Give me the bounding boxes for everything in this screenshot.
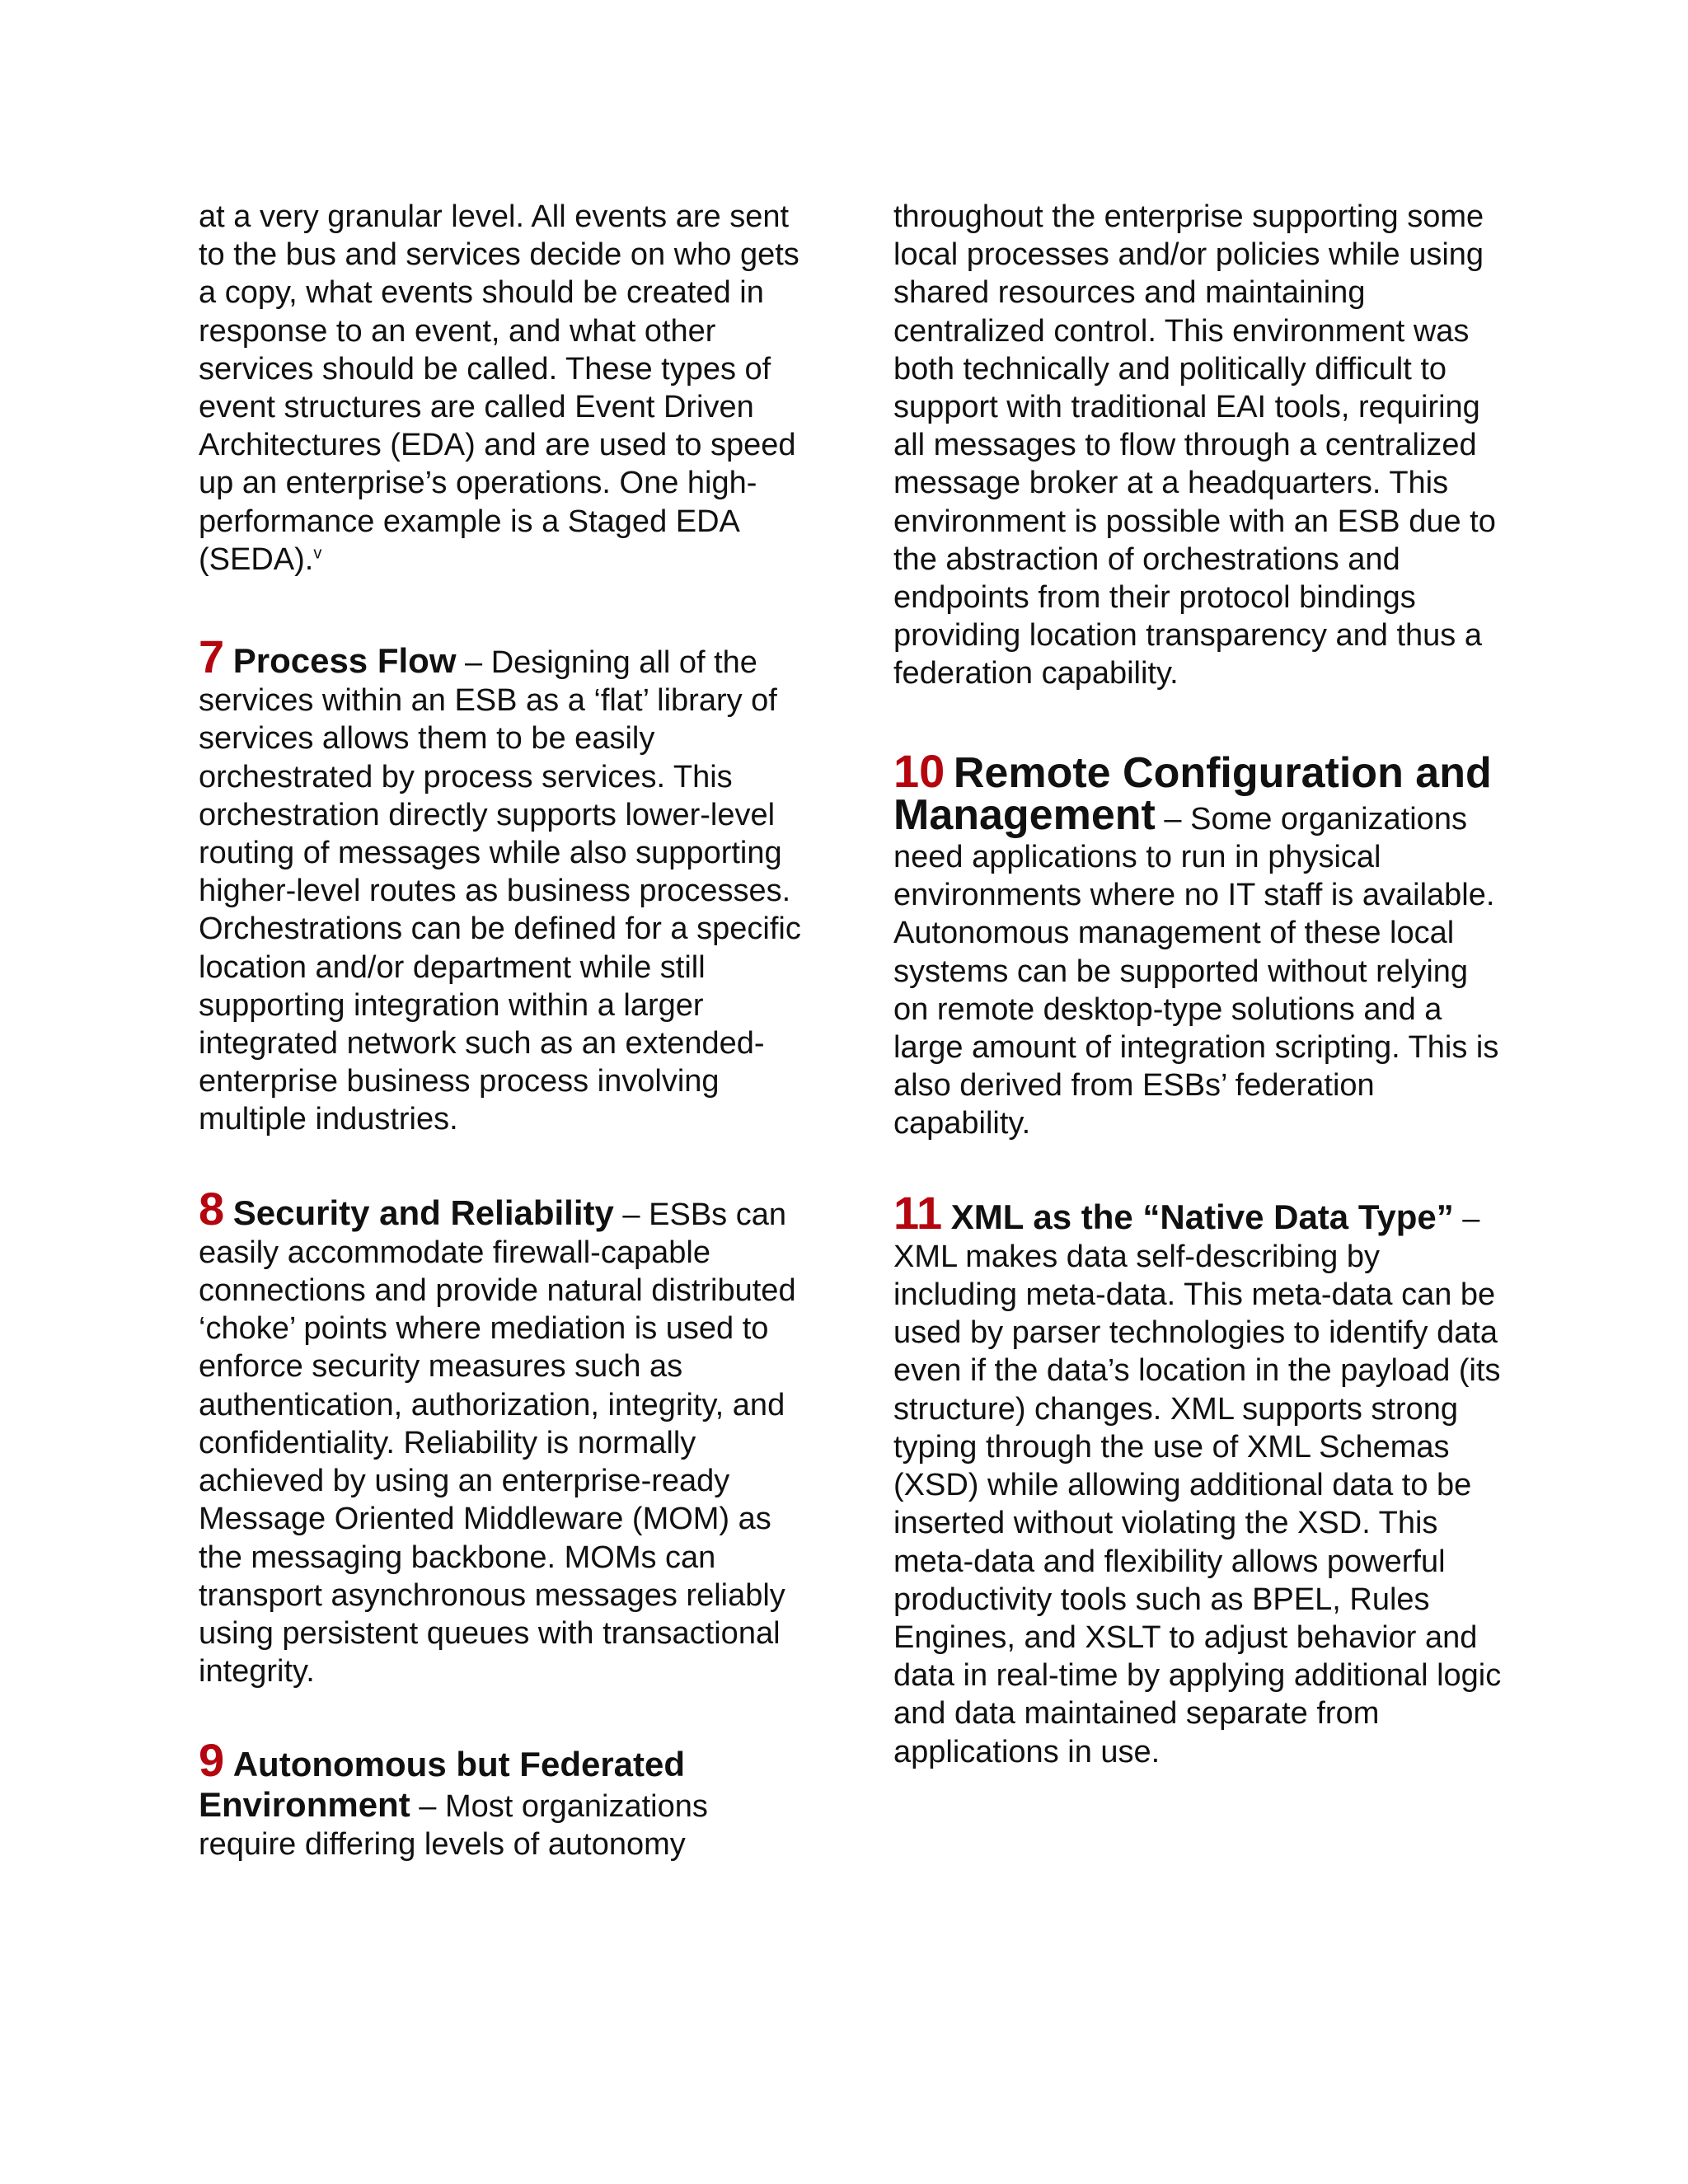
section-title: Remote Configuration and Management (893, 748, 1492, 839)
left-column (199, 198, 809, 1863)
intro-text: at a very granular level. All events are sent to the bus and services decide on who gets a copy, what events should be created in response to an event, and what other services should be called. These types of event structures are called Event Driven Architectures (EDA) and are used to speed up an enterprise’s operations. One high-performance example is a Staged EDA (SEDA). (199, 199, 799, 577)
footnote-marker: v (313, 544, 322, 563)
section-11 (893, 1186, 1503, 1771)
section-number: 8 (199, 1182, 225, 1235)
section-number: 10 (893, 744, 945, 797)
section-body: – Designing all of the services within an ESB as a ‘flat’ library of services allows them to be easily orchestrated by process services. This orchestration directly supports lower-level routing of messages while also supporting higher-level routes as business processes. Orchestrations can be defined for a specific location and/or department while still supporting integration within a larger integrated network such as an extended-enterprise business process involving multiple industries. (199, 645, 801, 1137)
section-title: Autonomous but Federated Environment (199, 1745, 686, 1824)
section-body: – Most organizations require differing levels of autonomy (199, 1788, 708, 1862)
section-body: – Some organizations need applications to run in physical environments where no IT staff is available. Autonomous management of these local systems can be supported without relying on remote desktop-type solutions and a large amount of integration scripting. This is also derived from ESBs’ federation capability. (893, 801, 1499, 1141)
section-7 (199, 630, 809, 1139)
section-title: XML as the “Native Data Type” (950, 1197, 1454, 1236)
section-8 (199, 1182, 809, 1691)
section-title: Security and Reliability (232, 1193, 614, 1232)
section-body: – XML makes data self-describing by including meta-data. This meta-data can be used by parser technologies to identify data even if the data’s location in the payload (its structure) changes. XML supports strong typing through the use of XML Schemas (XSD) while allowing additional data to be inserted without violating the XSD. This meta-data and flexibility allows powerful productivity tools such as BPEL, Rules Engines, and XSLT to adjust behavior and data in real-time by applying additional logic and data maintained separate from applications in use. (893, 1201, 1502, 1769)
intro-paragraph (199, 198, 809, 579)
section-body: – ESBs can easily accommodate firewall-capable connections and provide natural distributed ‘choke’ points where mediation is used to enforce security measures such as authentication, authorization, integrity, and confidentiality. Reliability is normally achieved by using an enterprise-ready Message Oriented Middleware (MOM) as the messaging backbone. MOMs can transport asynchronous messages reliably using persistent queues with transactional integrity. (199, 1197, 796, 1690)
section-number: 9 (199, 1734, 225, 1787)
section-title: Process Flow (232, 641, 457, 681)
continued-paragraph: throughout the enterprise supporting some local processes and/or policies while using shared resources and maintaining centralized control. This environment was both technically and politically difficult to support with traditional EAI tools, requiring all messages to flow through a centralized message broker at a headquarters. This environment is possible with an ESB due to the abstraction of orchestrations and endpoints from their protocol bindings providing location transparency and thus a federation capability. (893, 199, 1496, 691)
section-10 (893, 744, 1503, 1143)
right-column (893, 198, 1503, 1771)
section-number: 7 (199, 630, 225, 683)
section-number: 11 (893, 1186, 943, 1239)
section-9 (199, 1734, 809, 1863)
